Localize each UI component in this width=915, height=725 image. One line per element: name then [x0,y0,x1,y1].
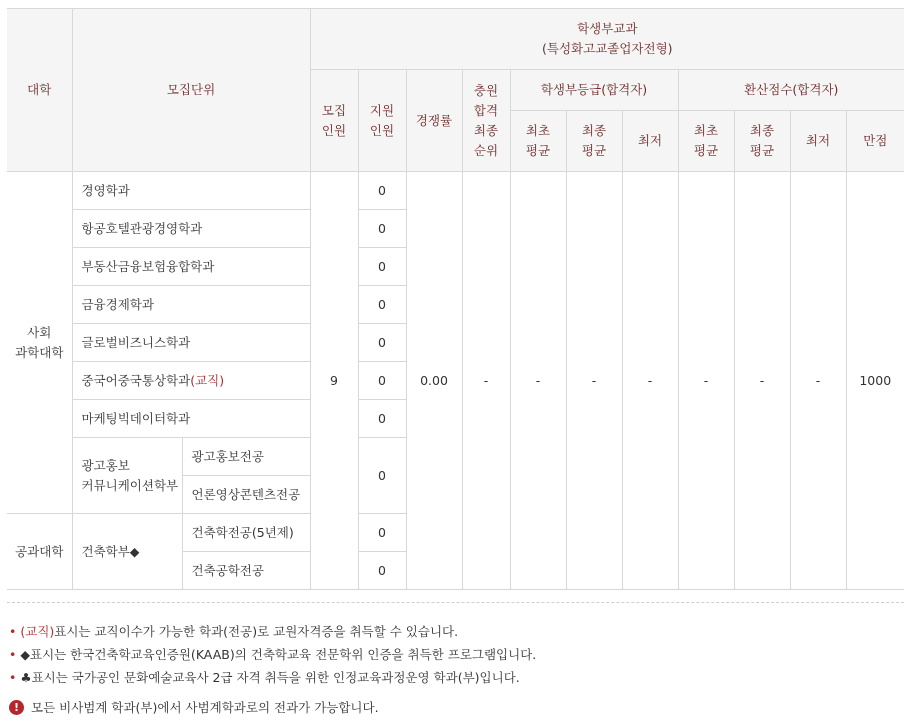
header-category-line2: (특성화고교졸업자전형) [542,41,673,56]
dept-name-text: 중국어중국통상학과 [81,372,191,388]
merged-competition: 0.00 [406,172,462,590]
header-unit: 모집단위 [72,9,310,172]
merged-score-final: - [734,172,790,590]
applicants-count: 0 [358,172,406,210]
merged-grade-first: - [510,172,566,590]
header-score-final-l1: 최종 [749,123,775,138]
merged-full-score: 1000 [846,172,904,590]
header-score-final-l2: 평균 [749,143,775,158]
header-score-group: 환산점수(합격자) [678,70,904,111]
major-name: 언론영상콘텐츠전공 [182,476,310,514]
header-fill-l1: 충원 [473,82,499,98]
note-text: ◆표시는 한국건축학교육인증원(KAAB)의 건축학교육 전문학위 인증을 취득한 프로그램입니다. [20,647,537,662]
note-red-tag: (교직) [20,624,55,639]
applicants-count: 0 [358,210,406,248]
header-competition: 경쟁률 [406,70,462,172]
dept-name: 부동산금융보험융합학과 [72,248,310,286]
school-ad-l2: 커뮤니케이션학부 [81,477,179,493]
header-fill-l3: 최종 [473,122,499,138]
school-architecture: 건축학부◆ [72,514,182,590]
bullet-icon: • [9,670,17,685]
header-score-lowest: 최저 [790,111,846,172]
school-ad-communication [72,438,182,514]
note-item [9,643,904,666]
header-college: 대학 [7,9,72,172]
header-fill-l2: 합격 [473,102,499,118]
header-category-line1: 학생부교과 [577,21,638,36]
header-applicants-l1: 지원 [369,102,395,118]
applicants-count: 0 [358,552,406,590]
header-fill-rank [462,70,510,172]
college-social-l1: 사회 [27,324,52,340]
dept-name: 마케팅빅데이터학과 [72,400,310,438]
college-social-l2: 과학대학 [15,344,64,360]
info-text: 모든 비사범계 학과(부)에서 사범계학과로의 전과가 가능합니다. [31,700,379,715]
header-fill-l4: 순위 [473,142,499,158]
applicants-count: 0 [358,514,406,552]
merged-grade-final: - [566,172,622,590]
major-name: 광고홍보전공 [182,438,310,476]
note-text: ♣표시는 국가공인 문화예술교육사 2급 자격 취득을 위한 인정교육과정운영 학과(부)입니다. [20,670,520,685]
note-item [9,620,904,643]
bullet-icon: • [9,624,17,639]
header-score-first-l1: 최초 [693,123,719,138]
bullet-icon: • [9,647,17,662]
header-score-first-l2: 평균 [693,143,719,158]
note-item [9,666,904,689]
table-row [7,172,904,210]
major-name: 건축학전공(5년제) [182,514,310,552]
header-grade-lowest: 최저 [622,111,678,172]
notes-divider [7,602,904,603]
applicants-count: 0 [358,400,406,438]
teacher-training-tag: (교직) [190,372,225,388]
merged-score-first: - [678,172,734,590]
merged-fill-rank: - [462,172,510,590]
header-quota-l1: 모집 [321,102,347,118]
header-category [310,9,904,70]
applicants-count: 0 [358,438,406,514]
header-quota [310,70,358,172]
college-engineering: 공과대학 [7,514,72,590]
header-applicants [358,70,406,172]
header-applicants-l2: 인원 [369,122,395,138]
merged-grade-lowest: - [622,172,678,590]
header-grade-final [566,111,622,172]
header-grade-final-l1: 최종 [581,123,607,138]
dept-name: 금융경제학과 [72,286,310,324]
applicants-count: 0 [358,286,406,324]
header-grade-first [510,111,566,172]
header-grade-first-l1: 최초 [525,123,551,138]
notes-list [9,620,904,689]
merged-score-lowest: - [790,172,846,590]
applicants-count: 0 [358,248,406,286]
merged-quota: 9 [310,172,358,590]
dept-name [72,362,310,400]
info-icon: ! [9,700,24,715]
header-quota-l2: 인원 [321,122,347,138]
header-full-score: 만점 [846,111,904,172]
dept-name: 글로벌비즈니스학과 [72,324,310,362]
header-grade-final-l2: 평균 [581,143,607,158]
applicants-count: 0 [358,324,406,362]
header-score-first [678,111,734,172]
header-grade-first-l2: 평균 [525,143,551,158]
info-notice [9,698,379,718]
dept-name: 항공호텔관광경영학과 [72,210,310,248]
applicants-count: 0 [358,362,406,400]
note-text: 표시는 교직이수가 가능한 학과(전공)로 교원자격증을 취득할 수 있습니다. [54,624,459,639]
school-ad-l1: 광고홍보 [81,457,130,473]
major-name: 건축공학전공 [182,552,310,590]
dept-name: 경영학과 [72,172,310,210]
header-score-final [734,111,790,172]
admission-results-table [7,8,904,590]
header-grade-group: 학생부등급(합격자) [510,70,678,111]
college-social-science [7,172,72,514]
